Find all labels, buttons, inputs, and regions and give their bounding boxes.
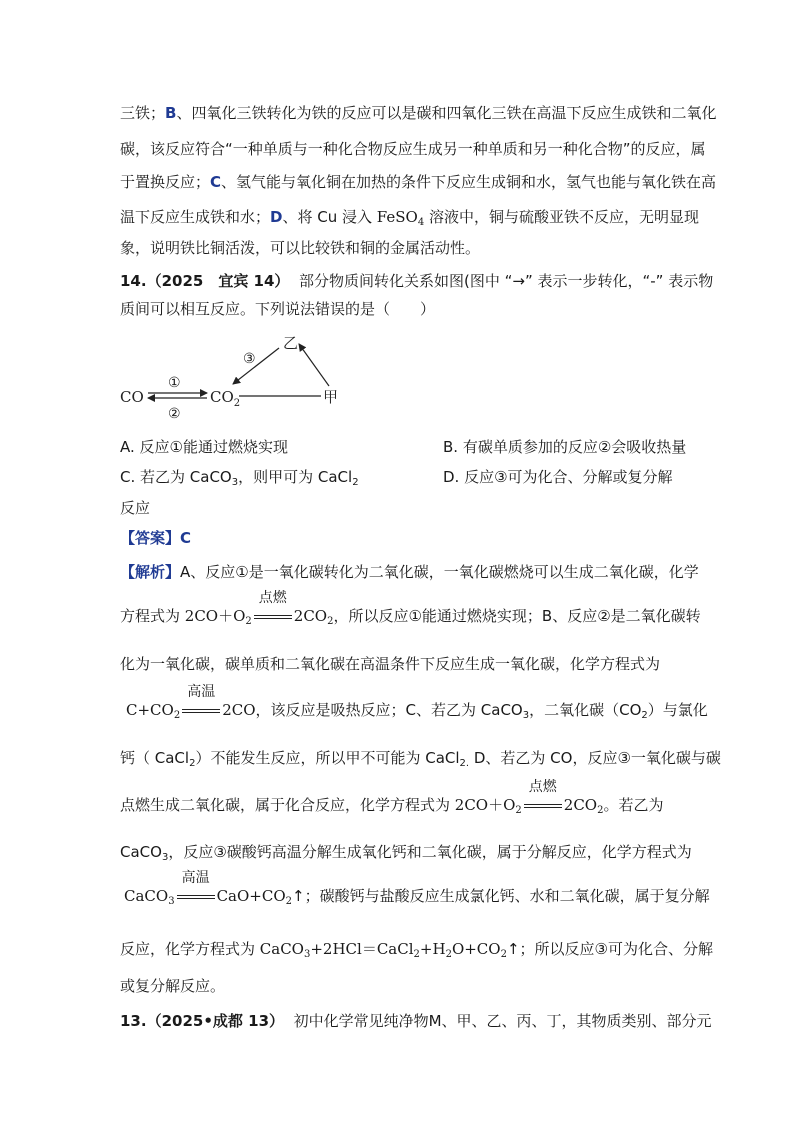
prev-analysis-line-3: 于置换反应；C、氢气能与氧化铜在加热的条件下反应生成铜和水，氢气也能与氧化铁在高: [120, 173, 717, 191]
analysis-line-3: 化为一氧化碳，碳单质和二氧化碳在高温条件下反应生成一氧化碳，化学方程式为: [120, 655, 661, 673]
analysis-line-1: 【解析】A、反应①是一氧化碳转化为二氧化碳，一氧化碳燃烧可以生成二氧化碳，化学: [120, 563, 699, 581]
analysis-line-4: $C+CO_2$ 高温 2CO，该反应是吸热反应；C、若乙为 CaCO$_3$，二氧化碳$(CO_2)$与氯化: [126, 684, 708, 721]
diagram-co2-label: $CO_2$: [210, 388, 241, 409]
answer-line: 【答案】C: [120, 529, 192, 547]
diagram-reaction-2-label: ②: [168, 406, 181, 422]
condition-ignite-2: 点燃: [522, 795, 564, 815]
analysis-line-10: 或复分解反应。: [120, 977, 226, 995]
analysis-line-9: 反应，化学方程式为 $CaCO_3+2HCl=CaCl_2+H_2O+CO_2↑$；所以反应③可为化合、分解: [120, 940, 713, 960]
condition-high-temp-1: 高温: [180, 700, 222, 720]
prev-analysis-line-2: 碳，该反应符合“一种单质与一种化合物反应生成另一种单质和另一种化合物”的反应，属: [120, 140, 706, 158]
option-d-continuation: 反应: [120, 499, 151, 517]
prev-analysis-line-5: 象，说明铁比铜活泼，可以比较铁和铜的金属活动性。: [120, 239, 481, 257]
diagram-yi-label: 乙: [283, 334, 299, 352]
option-a: A. 反应①能通过燃烧实现: [120, 438, 288, 456]
analysis-line-5: 钙（ CaCl$_2$）不能发生反应，所以甲不可能为 CaCl$_{2.}$ D、若乙为 CO，反应③一氧化碳与碳: [120, 749, 721, 769]
condition-high-temp-2: 高温: [175, 886, 217, 906]
diagram-reaction-1-label: ①: [168, 375, 181, 391]
prev-analysis-line-1: 三铁；B、四氧化三铁转化为铁的反应可以是碳和四氧化三铁在高温下反应生成铁和二氧化: [120, 104, 717, 122]
analysis-line-7: CaCO$_3$，反应③碳酸钙高温分解生成氧化钙和二氧化碳，属于分解反应，化学方程式为: [120, 843, 692, 863]
option-d: D. 反应③可为化合、分解或复分解: [443, 468, 673, 486]
diagram-arrow-jia-yi: [299, 344, 329, 386]
question-14-header: 14.（2025 宜宾 14） 部分物质间转化关系如图(图中 “→” 表示一步转化，“-” 表示物: [120, 272, 714, 290]
analysis-line-2: 方程式为 $2CO+O_2$ 点燃 $2CO_2$，所以反应①能通过燃烧实现；B、反应②是二氧化碳转: [120, 590, 701, 627]
question-13-header: 13.（2025•成都 13） 初中化学常见纯净物M、甲、乙、丙、丁，其物质类别、部分元: [120, 1012, 712, 1030]
diagram-reaction-3-label: ③: [243, 351, 256, 367]
analysis-line-6: 点燃生成二氧化碳，属于化合反应，化学方程式为 $2CO+O_2$ 点燃 $2CO_2$。若乙为: [120, 779, 664, 816]
diagram-arrow-3: [233, 348, 279, 384]
diagram-jia-label: 甲: [323, 388, 339, 406]
option-b: B. 有碳单质参加的反应②会吸收热量: [443, 438, 687, 456]
conversion-diagram: [115, 328, 355, 428]
option-c: C. 若乙为 CaCO$_3$，则甲可为 CaCl$_2$: [120, 468, 359, 488]
condition-ignite-1: 点燃: [252, 606, 294, 626]
prev-analysis-line-4: 温下反应生成铁和水；D、将 Cu 浸入 FeSO$_4$ 溶液中，铜与硫酸亚铁不反应，无明显现: [120, 208, 699, 228]
question-14-line-2: 质间可以相互反应。下列说法错误的是（ ）: [120, 300, 436, 318]
diagram-co-label: CO: [120, 388, 144, 406]
analysis-line-8: CaCO$_3$ 高温 $CaO+CO_2↑$；碳酸钙与盐酸反应生成氯化钙、水和二氧化碳，属于复分解: [124, 870, 710, 907]
